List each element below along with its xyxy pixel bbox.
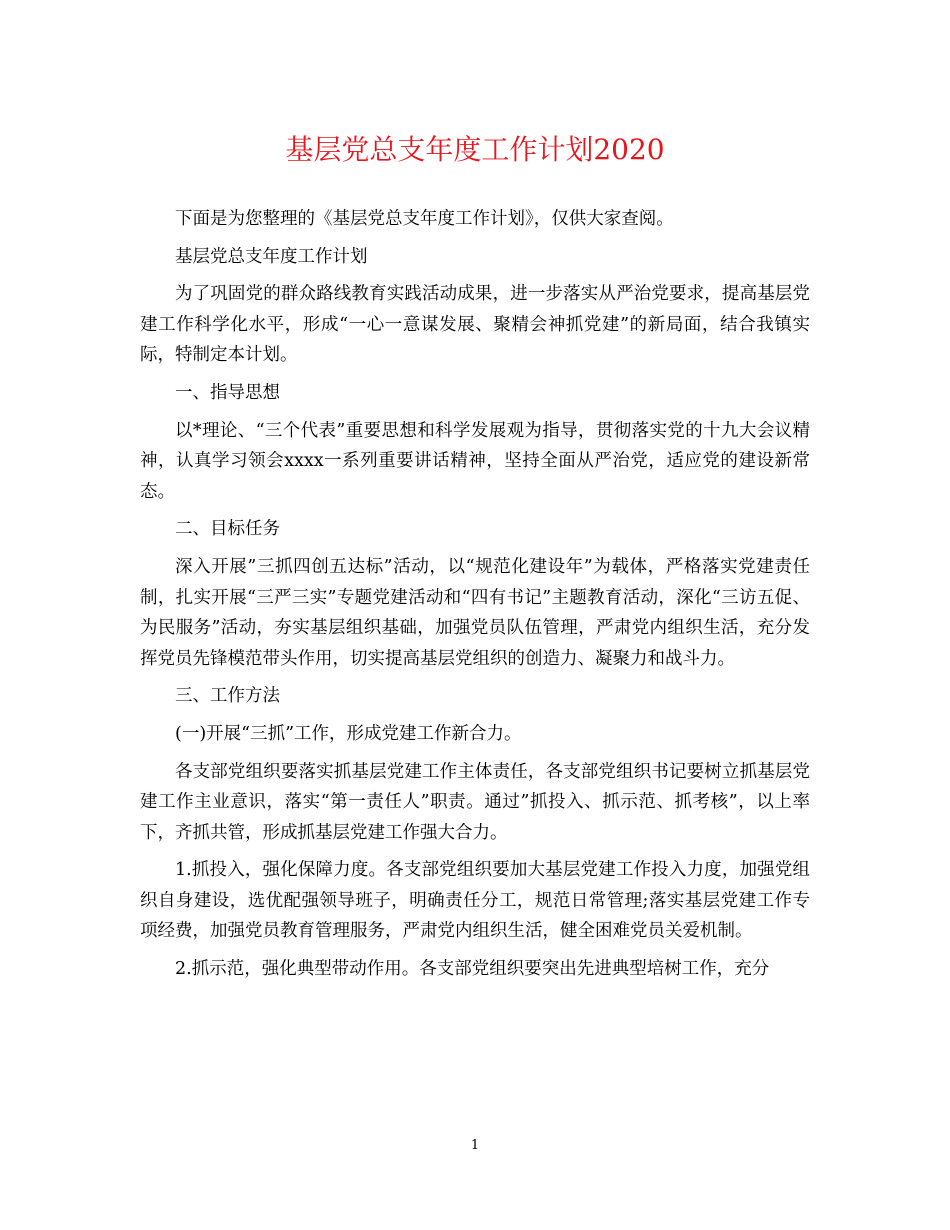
section-heading-methods: 三、工作方法 [175, 686, 280, 707]
document-body [140, 204, 810, 992]
document-title: 基层党总支年度工作计划2020 [285, 133, 665, 166]
page-number: 1 [470, 1138, 480, 1153]
purpose-paragraph: 为了巩固党的群众路线教育实践活动成果，进一步落实从严治党要求，提高基层党建工作科学化水平，形成“一心一意谋发展、聚精会神抓党建”的新局面，结合我镇实际，特制定本计划。 [140, 284, 810, 366]
item-2-paragraph: 2.抓示范，强化典型带动作用。各支部党组织要突出先进典型培树工作，充分 [175, 959, 770, 980]
goals-paragraph: 深入开展”三抓四创五达标”活动，以“规范化建设年”为载体，严格落实党建责任制，扎实开展“三严三实”专题党建活动和“四有书记”主题教育活动，深化“三访五促、为民服务”活动，夯实基层组织基础，加强党员队伍管理，严肃党内组织生活，充分发挥党员先锋模范带头作用，切实提高基层党组织的创造力、凝聚力和战斗力。 [140, 556, 810, 669]
responsibility-paragraph: 各支部党组织要落实抓基层党建工作主体责任，各支部党组织书记要树立抓基层党建工作主业意识，落实“第一责任人”职责。通过”抓投入、抓示范、抓考核”，以上率下，齐抓共管，形成抓基层党建工作强大合力。 [140, 761, 810, 843]
guiding-thought-paragraph: 以*理论、“三个代表”重要思想和科学发展观为指导，贯彻落实党的十九大会议精神，认真学习领会xxxx一系列重要讲话精神，坚持全面从严治党，适应党的建设新常态。 [140, 420, 810, 502]
section-heading-guiding-thought: 一、指导思想 [175, 382, 280, 403]
section-heading-goals: 二、目标任务 [175, 519, 280, 540]
subsection-heading-three-grasps: (一)开展“三抓”工作，形成党建工作新合力。 [175, 723, 522, 744]
intro-paragraph: 下面是为您整理的《基层党总支年度工作计划》，仅供大家查阅。 [175, 209, 674, 229]
item-1-paragraph: 1.抓投入，强化保障力度。各支部党组织要加大基层党建工作投入力度，加强党组织自身建设，选优配强领导班子，明确责任分工，规范日常管理;落实基层党建工作专项经费，加强党员教育管理服务，严肃党内组织生活，健全困难党员关爱机制。 [140, 860, 810, 942]
plan-subtitle: 基层党总支年度工作计划 [175, 246, 368, 267]
